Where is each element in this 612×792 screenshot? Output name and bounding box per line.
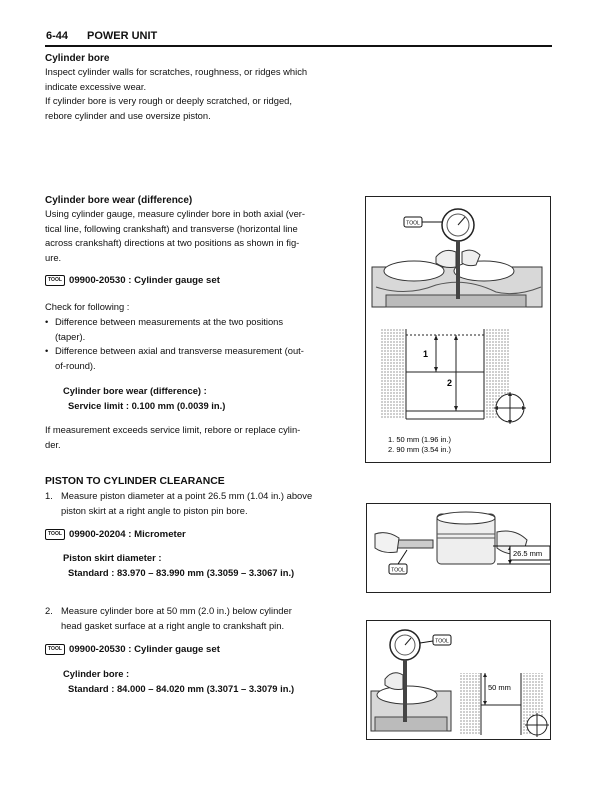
dimension-label: 26.5 mm: [513, 549, 543, 558]
check-intro: Check for following :: [45, 301, 130, 313]
cylinder-bore-heading: Cylinder bore: [45, 53, 110, 64]
tool-icon-text: TOOL: [391, 567, 405, 574]
spec-value: Standard : 84.000 – 84.020 mm (3.3071 – 3.3079 in.): [68, 683, 295, 695]
legend-item: 2. 90 mm (3.54 in.): [388, 445, 451, 454]
spec-label: Piston skirt diameter :: [63, 552, 162, 564]
step-line: Measure piston diameter at a point 26.5 mm (1.04 in.) above: [61, 490, 313, 501]
step-line: Measure cylinder bore at 50 mm (2.0 in.) below cylinder: [61, 605, 292, 617]
text-line: rebore cylinder and use oversize piston.: [45, 109, 211, 121]
page-header: [45, 29, 552, 47]
bore-wear-section: [45, 195, 337, 453]
tool-icon: [433, 635, 451, 645]
check-list: [45, 300, 337, 373]
tool-icon-text: TOOL: [435, 638, 449, 645]
dimension-label-1: 1: [423, 349, 429, 359]
text-line: der.: [45, 438, 61, 450]
tool-text: 09900-20530 : Cylinder gauge set: [69, 644, 220, 656]
bore-wear-heading: Cylinder bore wear (difference): [45, 195, 193, 206]
step-number: 2.: [45, 605, 53, 617]
bullet-line: (taper).: [55, 330, 86, 342]
dimension-label: 50 mm: [488, 683, 511, 692]
cylinder-bore-text: [45, 65, 340, 123]
text-line: Inspect cylinder walls for scratches, roughness, or ridges which: [45, 66, 308, 77]
section-title: POWER UNIT: [87, 30, 158, 42]
micrometer-figure: [366, 503, 551, 593]
list-item: [45, 315, 337, 344]
tool-icon: [389, 564, 407, 574]
tool-row: [45, 643, 340, 657]
legend-item: 1. 50 mm (1.96 in.): [388, 435, 451, 444]
text-line: If measurement exceeds service limit, rebore or replace cylin-: [45, 424, 301, 436]
bullet-line: • Difference between axial and transverse measurement (out-: [55, 345, 304, 357]
step-1: [45, 489, 340, 518]
spec-block: [45, 383, 337, 413]
text-line: tical line, following crankshaft) and transverse (horizontal line: [45, 222, 298, 234]
tool-icon: [404, 217, 422, 227]
text-line: ure.: [45, 251, 62, 263]
tool-text: 09900-20530 : Cylinder gauge set: [69, 275, 220, 287]
cylinder-bore-gauge-illustration: [367, 621, 550, 739]
dimension-label-2: 2: [447, 378, 453, 388]
spec-label: Cylinder bore :: [63, 668, 130, 680]
text-line: indicate excessive wear.: [45, 80, 147, 92]
tool-icon: TOOL: [45, 529, 65, 540]
text-line: If cylinder bore is very rough or deeply scratched, or ridged,: [45, 95, 292, 107]
cylinder-gauge-illustration: [366, 197, 550, 462]
exceed-text: [45, 423, 337, 452]
bore-spec: [45, 666, 340, 696]
spec-value: Service limit : 0.100 mm (0.0039 in.): [68, 400, 226, 412]
text-line: across crankshaft) directions at two positions as shown in fig-: [45, 237, 300, 249]
clearance-section: [45, 476, 340, 696]
skirt-spec: [45, 550, 340, 580]
tool-icon-text: TOOL: [406, 220, 420, 227]
tool-text: 09900-20204 : Micrometer: [69, 529, 186, 541]
tool-row: [45, 274, 337, 288]
step-line: piston skirt at a right angle to piston pin bore.: [61, 504, 248, 516]
bullet-line: • Difference between measurements at the two positions: [55, 315, 284, 327]
page-number: 6-44: [46, 30, 69, 42]
list-item: [45, 344, 337, 373]
cylinder-gauge-figure: [365, 196, 551, 463]
cylinder-bore-gauge-figure: [366, 620, 551, 740]
bullet-line: of-round).: [55, 359, 96, 371]
spec-value: Standard : 83.970 – 83.990 mm (3.3059 – 3.3067 in.): [68, 567, 295, 579]
tool-icon: TOOL: [45, 275, 65, 286]
step-line: head gasket surface at a right angle to crankshaft pin.: [61, 619, 285, 631]
micrometer-illustration: [367, 504, 550, 592]
clearance-heading: PISTON TO CYLINDER CLEARANCE: [45, 476, 225, 487]
step-number: 1.: [45, 490, 53, 501]
text-line: Using cylinder gauge, measure cylinder bore in both axial (ver-: [45, 208, 306, 219]
bore-wear-text: [45, 207, 337, 265]
spec-label: Cylinder bore wear (difference) :: [63, 385, 207, 397]
tool-row: [45, 528, 340, 542]
step-2: [45, 604, 340, 633]
tool-icon: TOOL: [45, 644, 65, 655]
cylinder-bore-section: [45, 53, 340, 123]
